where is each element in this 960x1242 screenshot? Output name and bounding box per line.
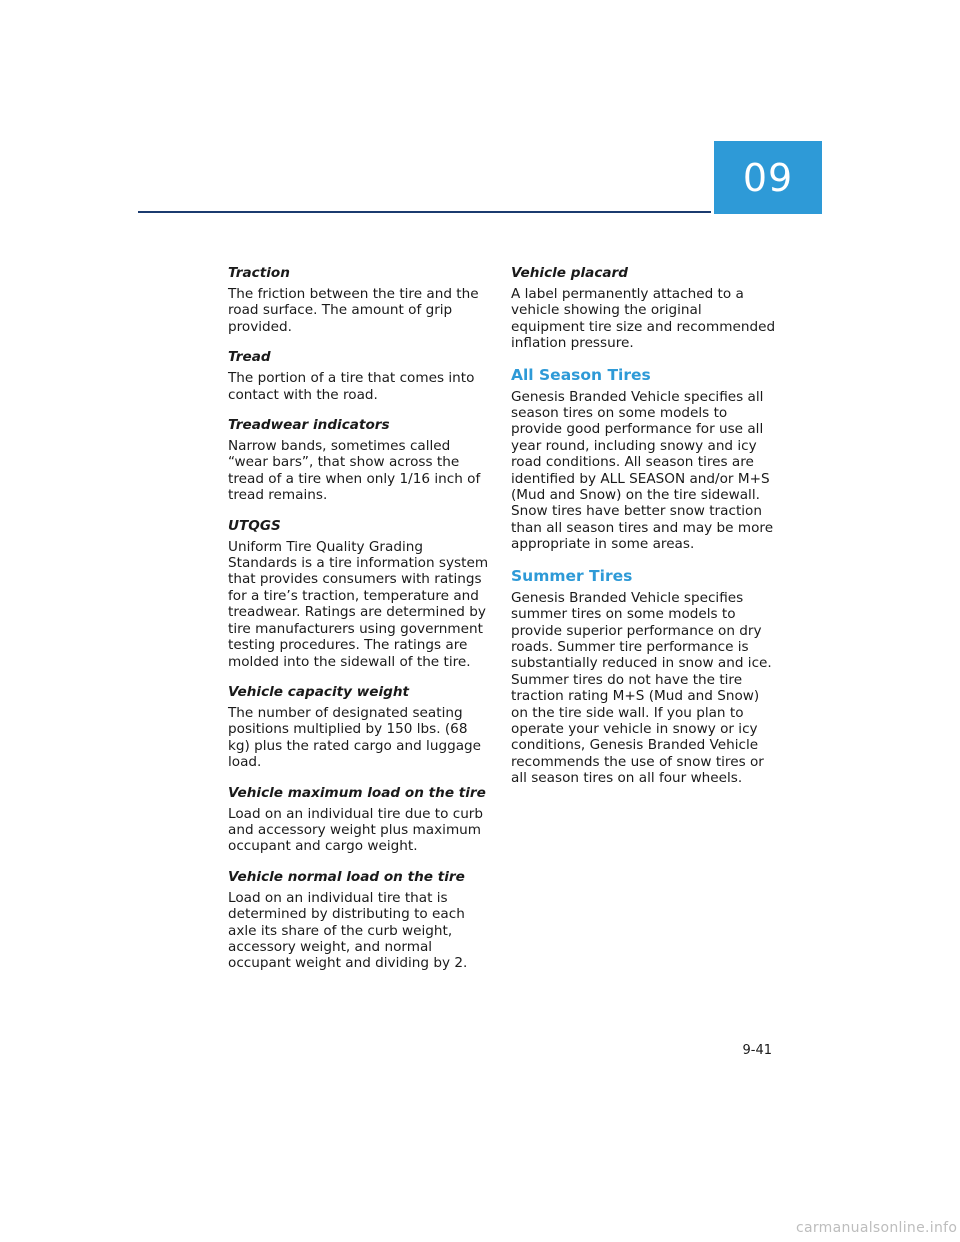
section-body-summer-tires: Genesis Branded Vehicle specifies summer tires on some models to provide superior performance on dry roads. Summer tire performance is substantially reduced in snow and ice. Summer tires do not have the tire traction rating M+S (Mud and Snow) on the tire side wall. If you plan to operate your vehicle in snowy or icy conditions, Genesis Branded Vehicle recommends the use of snow tires or all season tires on all four wheels.: [511, 589, 772, 787]
term-utqgs: UTQGS: [228, 517, 281, 534]
definition-utqgs: Uniform Tire Quality Grading Standards is a tire information system that provides consumers with ratings for a tire’s traction, temperature and treadwear. Ratings are determined by tire manufacturers using government testing procedures. The ratings are molded into the sidewall of the tire.: [228, 538, 489, 670]
right-column: [511, 264, 777, 800]
section-title-all-season-tires: All Season Tires: [511, 365, 651, 384]
footer-watermark: carmanualsonline.info: [796, 1220, 958, 1236]
definition-vehicle-normal-load: Load on an individual tire that is determined by distributing to each axle its share of the curb weight, accessory weight, and normal occupant weight and dividing by 2.: [228, 889, 468, 972]
definition-treadwear-indicators: Narrow bands, sometimes called “wear bars”, that show across the tread of a tire when only 1/16 inch of tread remains.: [228, 438, 481, 504]
definition-vehicle-maximum-load: Load on an individual tire due to curb and accessory weight plus maximum occupant and cargo weight.: [228, 805, 484, 855]
definition-tread: The portion of a tire that comes into contact with the road.: [228, 370, 475, 403]
chapter-tab: [714, 141, 822, 214]
term-vehicle-normal-load: Vehicle normal load on the tire: [228, 868, 465, 885]
term-treadwear-indicators: Treadwear indicators: [228, 417, 390, 434]
section-title-summer-tires: Summer Tires: [511, 566, 633, 585]
section-body-all-season-tires: Genesis Branded Vehicle specifies all season tires on some models to provide good performance for use all year round, including snowy and icy road conditions. All season tires are identified by ALL SEASON and/or M+S (Mud and Snow) on the tire sidewall. Snow tires have better snow traction than all season tires and may be more appropriate in some areas.: [511, 388, 774, 553]
definition-vehicle-placard: A label permanently attached to a vehicle showing the original equipment tire size and recommended inflation pressure.: [511, 286, 776, 352]
chapter-number: 09: [742, 155, 794, 200]
definition-vehicle-capacity-weight: The number of designated seating positions multiplied by 150 lbs. (68 kg) plus the rated cargo and luggage load.: [228, 704, 482, 771]
term-traction: Traction: [228, 265, 290, 281]
term-vehicle-capacity-weight: Vehicle capacity weight: [228, 683, 410, 700]
term-vehicle-maximum-load: Vehicle maximum load on the tire: [228, 784, 486, 801]
term-tread: Tread: [228, 349, 271, 366]
definition-traction: The friction between the tire and the road surface. The amount of grip provided.: [228, 286, 479, 335]
header-rule: [138, 211, 711, 213]
page-number: 9-41: [742, 1043, 772, 1058]
term-vehicle-placard: Vehicle placard: [511, 265, 628, 281]
left-column: [228, 264, 490, 985]
